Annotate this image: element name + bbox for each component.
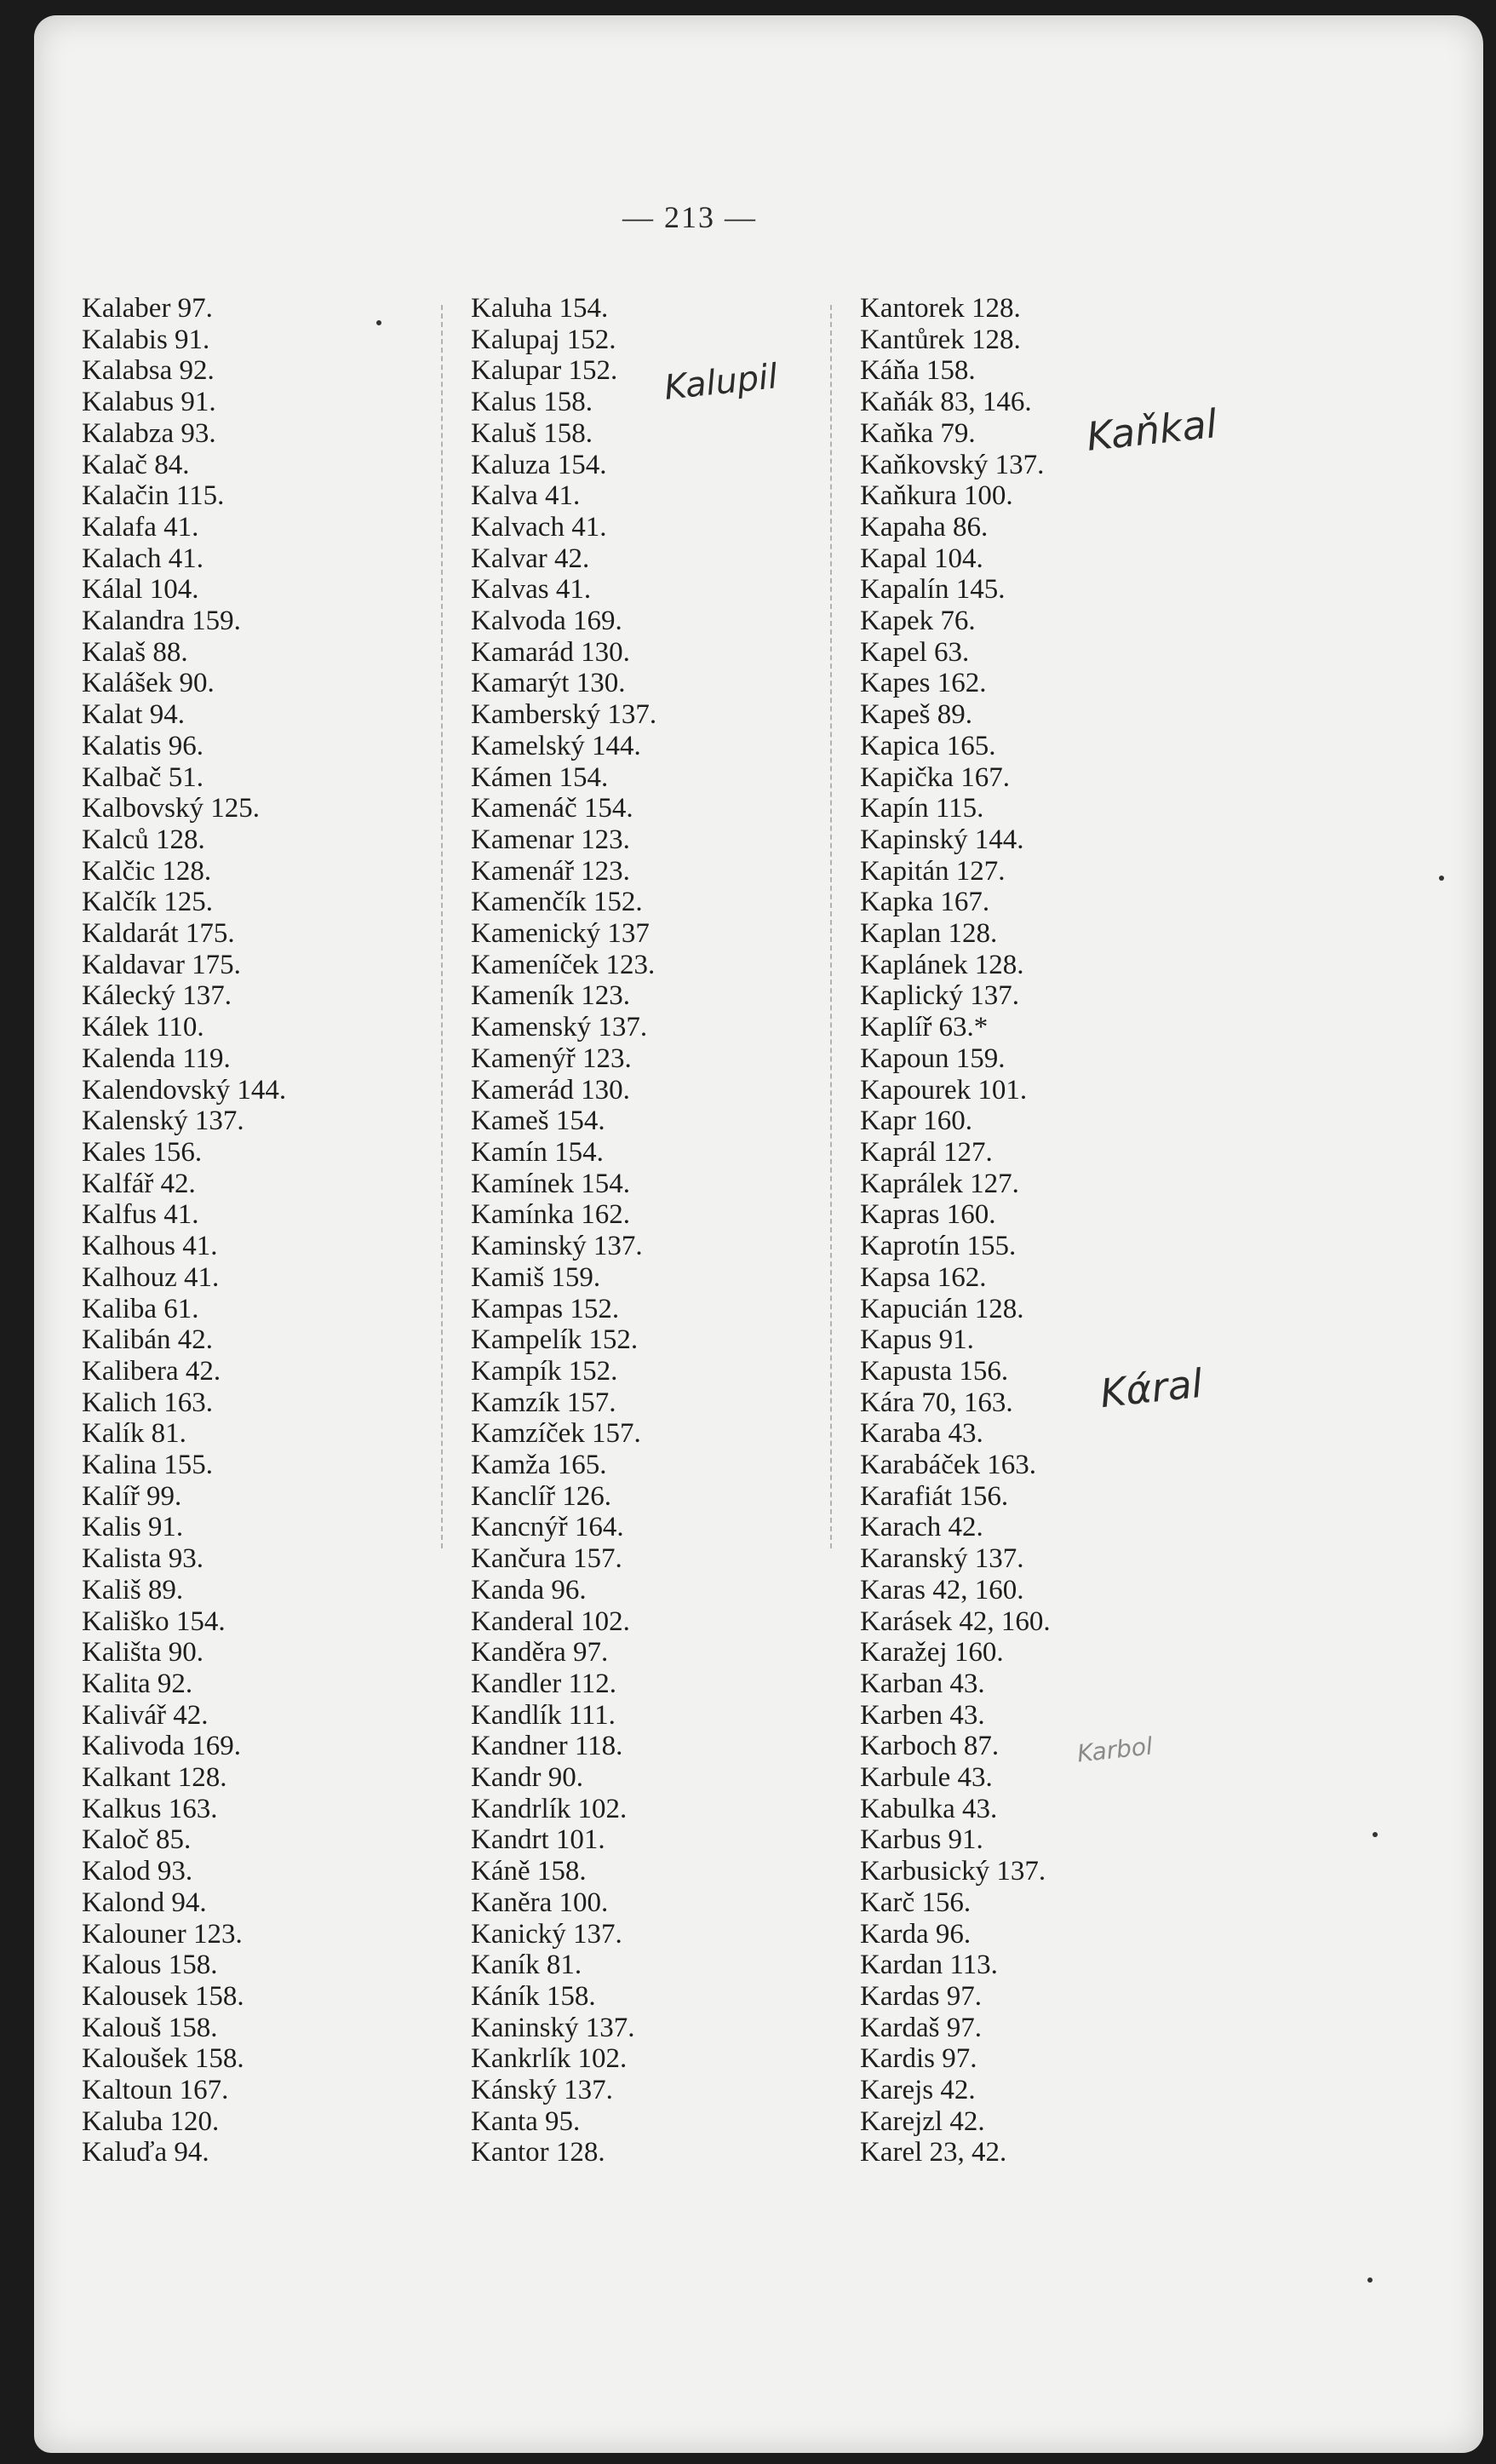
index-entry: Karas 42, 160.	[860, 1574, 1024, 1605]
index-entry: Kališta 90.	[82, 1637, 203, 1669]
index-entry: Kamelský 144.	[471, 730, 641, 761]
index-entry: Kaminský 137.	[471, 1231, 643, 1262]
index-entry: Kamzík 157.	[471, 1387, 616, 1418]
index-entry: Kalkant 128.	[82, 1762, 227, 1794]
page-number: — 213 —	[622, 200, 757, 234]
index-entry: Kalis 91.	[82, 1512, 184, 1543]
index-entry: Kalatis 96.	[82, 730, 203, 761]
index-entry: Kancnýř 164.	[471, 1512, 624, 1543]
index-entry: Kalaber 97.	[82, 293, 213, 324]
index-entry: Kaloušek 158.	[82, 2043, 244, 2075]
index-entry: Karel 23, 42.	[860, 2137, 1007, 2168]
index-entry: Kaplan 128.	[860, 918, 998, 950]
index-entry: Kanický 137.	[471, 1918, 622, 1950]
index-entry: Kalač 84.	[82, 449, 190, 480]
index-entry: Kamenar 123.	[471, 824, 630, 855]
index-entry: Kalibera 42.	[82, 1355, 221, 1387]
index-entry: Kaluha 154.	[471, 293, 609, 324]
surname-column-3	[860, 293, 1051, 2168]
index-entry: Kalík 81.	[82, 1418, 186, 1450]
index-entry: Karda 96.	[860, 1918, 972, 1950]
index-entry: Kálal 104.	[82, 574, 199, 606]
surname-column-1	[82, 293, 286, 2168]
index-entry: Kapička 167.	[860, 761, 1010, 793]
index-entry: Karboch 87.	[860, 1731, 1000, 1762]
index-entry: Karben 43.	[860, 1699, 985, 1731]
index-entry: Kálek 110.	[82, 1012, 204, 1043]
index-entry: Káňa 158.	[860, 355, 976, 387]
index-entry: Kalond 94.	[82, 1887, 207, 1918]
index-entry: Kalvar 42.	[471, 543, 590, 574]
index-entry: Kalousek 158.	[82, 1980, 244, 2012]
index-entry: Kamínka 162.	[471, 1199, 630, 1231]
index-entry: Kapel 63.	[860, 636, 970, 668]
index-entry: Karanský 137.	[860, 1543, 1024, 1575]
index-entry: Kaldavar 175.	[82, 949, 241, 980]
index-entry: Kamberský 137.	[471, 699, 657, 731]
index-entry: Kapusta 156.	[860, 1355, 1009, 1387]
index-entry: Kaninský 137.	[471, 2012, 635, 2043]
index-entry: Kamarýt 130.	[471, 668, 626, 699]
index-entry: Kantorek 128.	[860, 293, 1021, 324]
index-entry: Karejs 42.	[860, 2075, 976, 2106]
index-entry: Kalat 94.	[82, 699, 185, 731]
index-entry: Kančura 157.	[471, 1543, 622, 1575]
index-entry: Kalfář 42.	[82, 1168, 196, 1199]
index-entry: Kardaš 97.	[860, 2012, 982, 2043]
index-entry: Kandlík 111.	[471, 1699, 616, 1731]
index-entry: Karažej 160.	[860, 1637, 1004, 1669]
index-entry: Kalista 93.	[82, 1543, 203, 1575]
index-entry: Kamarád 130.	[471, 636, 630, 668]
handwritten-note-kalupil: Kalupil	[662, 357, 780, 408]
index-entry: Kališko 154.	[82, 1605, 226, 1637]
index-entry: Kamenčík 152.	[471, 887, 643, 918]
index-entry: Kamža 165.	[471, 1450, 607, 1481]
index-entry: Kapica 165.	[860, 730, 996, 761]
index-entry: Kandner 118.	[471, 1731, 623, 1762]
index-entry: Kalhouz 41.	[82, 1261, 220, 1293]
index-entry: Kardis 97.	[860, 2043, 977, 2075]
index-entry: Kaňkura 100.	[860, 480, 1013, 512]
index-entry: Kalus 158.	[471, 387, 593, 418]
handwritten-note-karal: Kάral	[1098, 1359, 1205, 1417]
ink-speck	[1367, 2277, 1373, 2283]
index-entry: Kalach 41.	[82, 543, 203, 574]
index-entry: Kalkus 163.	[82, 1793, 218, 1824]
index-entry: Kandrlík 102.	[471, 1793, 628, 1824]
index-entry: Kaněra 100.	[471, 1887, 609, 1918]
index-entry: Karach 42.	[860, 1512, 983, 1543]
index-entry: Kamín 154.	[471, 1136, 604, 1168]
index-entry: Kalendovský 144.	[82, 1074, 287, 1106]
index-entry: Karabáček 163.	[860, 1450, 1037, 1481]
index-entry: Kapek 76.	[860, 606, 976, 637]
index-entry: Kapr 160.	[860, 1106, 972, 1137]
index-entry: Kamenáč 154.	[471, 793, 633, 824]
index-entry: Kandrt 101.	[471, 1824, 605, 1856]
index-entry: Kapitán 127.	[860, 855, 1006, 887]
index-entry: Kalčík 125.	[82, 887, 213, 918]
index-entry: Kanta 95.	[471, 2105, 581, 2137]
index-entry: Kalouner 123.	[82, 1918, 243, 1950]
index-entry: Kanderal 102.	[471, 1605, 630, 1637]
index-entry: Kaňka 79.	[860, 417, 976, 449]
index-entry: Kardas 97.	[860, 1980, 982, 2012]
index-entry: Kánský 137.	[471, 2075, 613, 2106]
index-entry: Kapinský 144.	[860, 824, 1024, 855]
index-entry: Kalášek 90.	[82, 668, 215, 699]
index-entry: Kaprálek 127.	[860, 1168, 1019, 1199]
index-entry: Kalvoda 169.	[471, 606, 622, 637]
ink-speck	[376, 320, 381, 325]
index-entry: Kantůrek 128.	[860, 324, 1021, 355]
index-entry: Kapes 162.	[860, 668, 987, 699]
index-entry: Kalabza 93.	[82, 417, 216, 449]
index-entry: Kalafa 41.	[82, 511, 199, 543]
index-entry: Kalva 41.	[471, 480, 581, 512]
index-entry: Kaloč 85.	[82, 1824, 192, 1856]
index-entry: Kandler 112.	[471, 1668, 617, 1699]
index-entry: Kaluš 158.	[471, 417, 593, 449]
index-entry: Kardan 113.	[860, 1950, 998, 1981]
index-entry: Kampas 152.	[471, 1293, 620, 1324]
index-entry: Kapoun 159.	[860, 1042, 1006, 1074]
index-entry: Karban 43.	[860, 1668, 985, 1699]
index-entry: Kapaha 86.	[860, 511, 989, 543]
index-entry: Kapucián 128.	[860, 1293, 1024, 1324]
column-divider	[830, 305, 832, 1548]
index-entry: Kalivoda 169.	[82, 1731, 241, 1762]
index-entry: Kantor 128.	[471, 2137, 605, 2168]
index-entry: Karásek 42, 160.	[860, 1605, 1051, 1637]
index-entry: Kaňkovský 137.	[860, 449, 1045, 480]
index-entry: Kalbač 51.	[82, 761, 203, 793]
index-entry: Karbusický 137.	[860, 1856, 1046, 1887]
index-entry: Kalibán 42.	[82, 1324, 213, 1356]
index-entry: Kalhous 41.	[82, 1231, 218, 1262]
index-entry: Káně 158.	[471, 1856, 587, 1887]
index-entry: Kalaš 88.	[82, 636, 188, 668]
index-entry: Kanclíř 126.	[471, 1480, 611, 1512]
index-entry: Kanda 96.	[471, 1574, 587, 1605]
index-entry: Kamiš 159.	[471, 1261, 601, 1293]
index-entry: Kalita 92.	[82, 1668, 193, 1699]
index-entry: Kapal 104.	[860, 543, 983, 574]
index-entry: Karč 156.	[860, 1887, 972, 1918]
index-entry: Kalačin 115.	[82, 480, 225, 512]
index-entry: Kampelík 152.	[471, 1324, 639, 1356]
index-entry: Kaldarát 175.	[82, 918, 235, 950]
index-entry: Kabulka 43.	[860, 1793, 998, 1824]
index-entry: Kalenský 137.	[82, 1106, 244, 1137]
index-entry: Kamzíček 157.	[471, 1418, 641, 1450]
index-entry: Kapras 160.	[860, 1199, 996, 1231]
index-entry: Kaňák 83, 146.	[860, 387, 1032, 418]
index-entry: Kampík 152.	[471, 1355, 618, 1387]
index-entry: Kalfus 41.	[82, 1199, 199, 1231]
index-entry: Kalabsa 92.	[82, 355, 215, 387]
index-entry: Kalandra 159.	[82, 606, 241, 637]
index-entry: Kalabis 91.	[82, 324, 210, 355]
index-entry: Kamenský 137.	[471, 1012, 648, 1043]
index-entry: Kálecký 137.	[82, 980, 232, 1012]
index-entry: Kaplíř 63.*	[860, 1012, 989, 1043]
ink-speck	[1373, 1832, 1378, 1837]
ink-speck	[1439, 876, 1444, 881]
index-entry: Kales 156.	[82, 1136, 203, 1168]
handwritten-note-kankal: Kaňkal	[1084, 400, 1219, 460]
index-entry: Karejzl 42.	[860, 2105, 985, 2137]
surname-column-2	[471, 293, 656, 2168]
index-entry: Kameš 154.	[471, 1106, 605, 1137]
handwritten-note-karbol: Karbol	[1075, 1732, 1155, 1768]
index-entry: Kamenický 137	[471, 918, 650, 950]
index-entry: Kankrlík 102.	[471, 2043, 628, 2075]
index-entry: Kapeš 89.	[860, 699, 972, 731]
index-entry: Kapsa 162.	[860, 1261, 987, 1293]
index-entry: Kalich 163.	[82, 1387, 213, 1418]
index-entry: Kapus 91.	[860, 1324, 974, 1356]
index-entry: Kaliba 61.	[82, 1293, 199, 1324]
index-entry: Kalvas 41.	[471, 574, 592, 606]
index-entry: Kalivář 42.	[82, 1699, 209, 1731]
index-entry: Kalous 158.	[82, 1950, 218, 1981]
index-entry: Kaluďa 94.	[82, 2137, 209, 2168]
index-entry: Kalupar 152.	[471, 355, 618, 387]
index-entry: Kalabus 91.	[82, 387, 216, 418]
index-entry: Kandr 90.	[471, 1762, 583, 1794]
index-entry: Kaník 81.	[471, 1950, 582, 1981]
index-entry: Kapourek 101.	[860, 1074, 1028, 1106]
index-entry: Kapín 115.	[860, 793, 984, 824]
index-entry: Kameníček 123.	[471, 949, 656, 980]
index-entry: Kapka 167.	[860, 887, 990, 918]
index-entry: Kaplický 137.	[860, 980, 1019, 1012]
index-entry: Kaprotín 155.	[860, 1231, 1017, 1262]
index-entry: Kamenýř 123.	[471, 1042, 632, 1074]
index-entry: Kalčic 128.	[82, 855, 212, 887]
index-entry: Kanděra 97.	[471, 1637, 609, 1669]
index-entry: Kalupaj 152.	[471, 324, 616, 355]
index-entry: Kališ 89.	[82, 1574, 184, 1605]
index-entry: Kalouš 158.	[82, 2012, 218, 2043]
index-entry: Kalina 155.	[82, 1450, 213, 1481]
index-entry: Kaluza 154.	[471, 449, 607, 480]
index-entry: Kamenář 123.	[471, 855, 630, 887]
index-entry: Kamerád 130.	[471, 1074, 630, 1106]
index-entry: Káník 158.	[471, 1980, 596, 2012]
index-entry: Kameník 123.	[471, 980, 630, 1012]
column-divider	[441, 305, 443, 1548]
index-entry: Kalbovský 125.	[82, 793, 260, 824]
index-entry: Kaplánek 128.	[860, 949, 1024, 980]
index-entry: Kaltoun 167.	[82, 2075, 229, 2106]
index-entry: Kalod 93.	[82, 1856, 193, 1887]
index-entry: Kamínek 154.	[471, 1168, 630, 1199]
index-entry: Kalíř 99.	[82, 1480, 182, 1512]
index-entry: Karbus 91.	[860, 1824, 983, 1856]
index-entry: Kalenda 119.	[82, 1042, 231, 1074]
index-entry: Kapalín 145.	[860, 574, 1006, 606]
index-entry: Kámen 154.	[471, 761, 609, 793]
index-entry: Kalvach 41.	[471, 511, 607, 543]
index-entry: Karbule 43.	[860, 1762, 993, 1794]
index-entry: Kalců 128.	[82, 824, 205, 855]
index-entry: Kára 70, 163.	[860, 1387, 1013, 1418]
index-entry: Kaluba 120.	[82, 2105, 220, 2137]
index-entry: Kaprál 127.	[860, 1136, 993, 1168]
index-entry: Karafiát 156.	[860, 1480, 1009, 1512]
page	[34, 15, 1483, 2453]
index-entry: Karaba 43.	[860, 1418, 983, 1450]
